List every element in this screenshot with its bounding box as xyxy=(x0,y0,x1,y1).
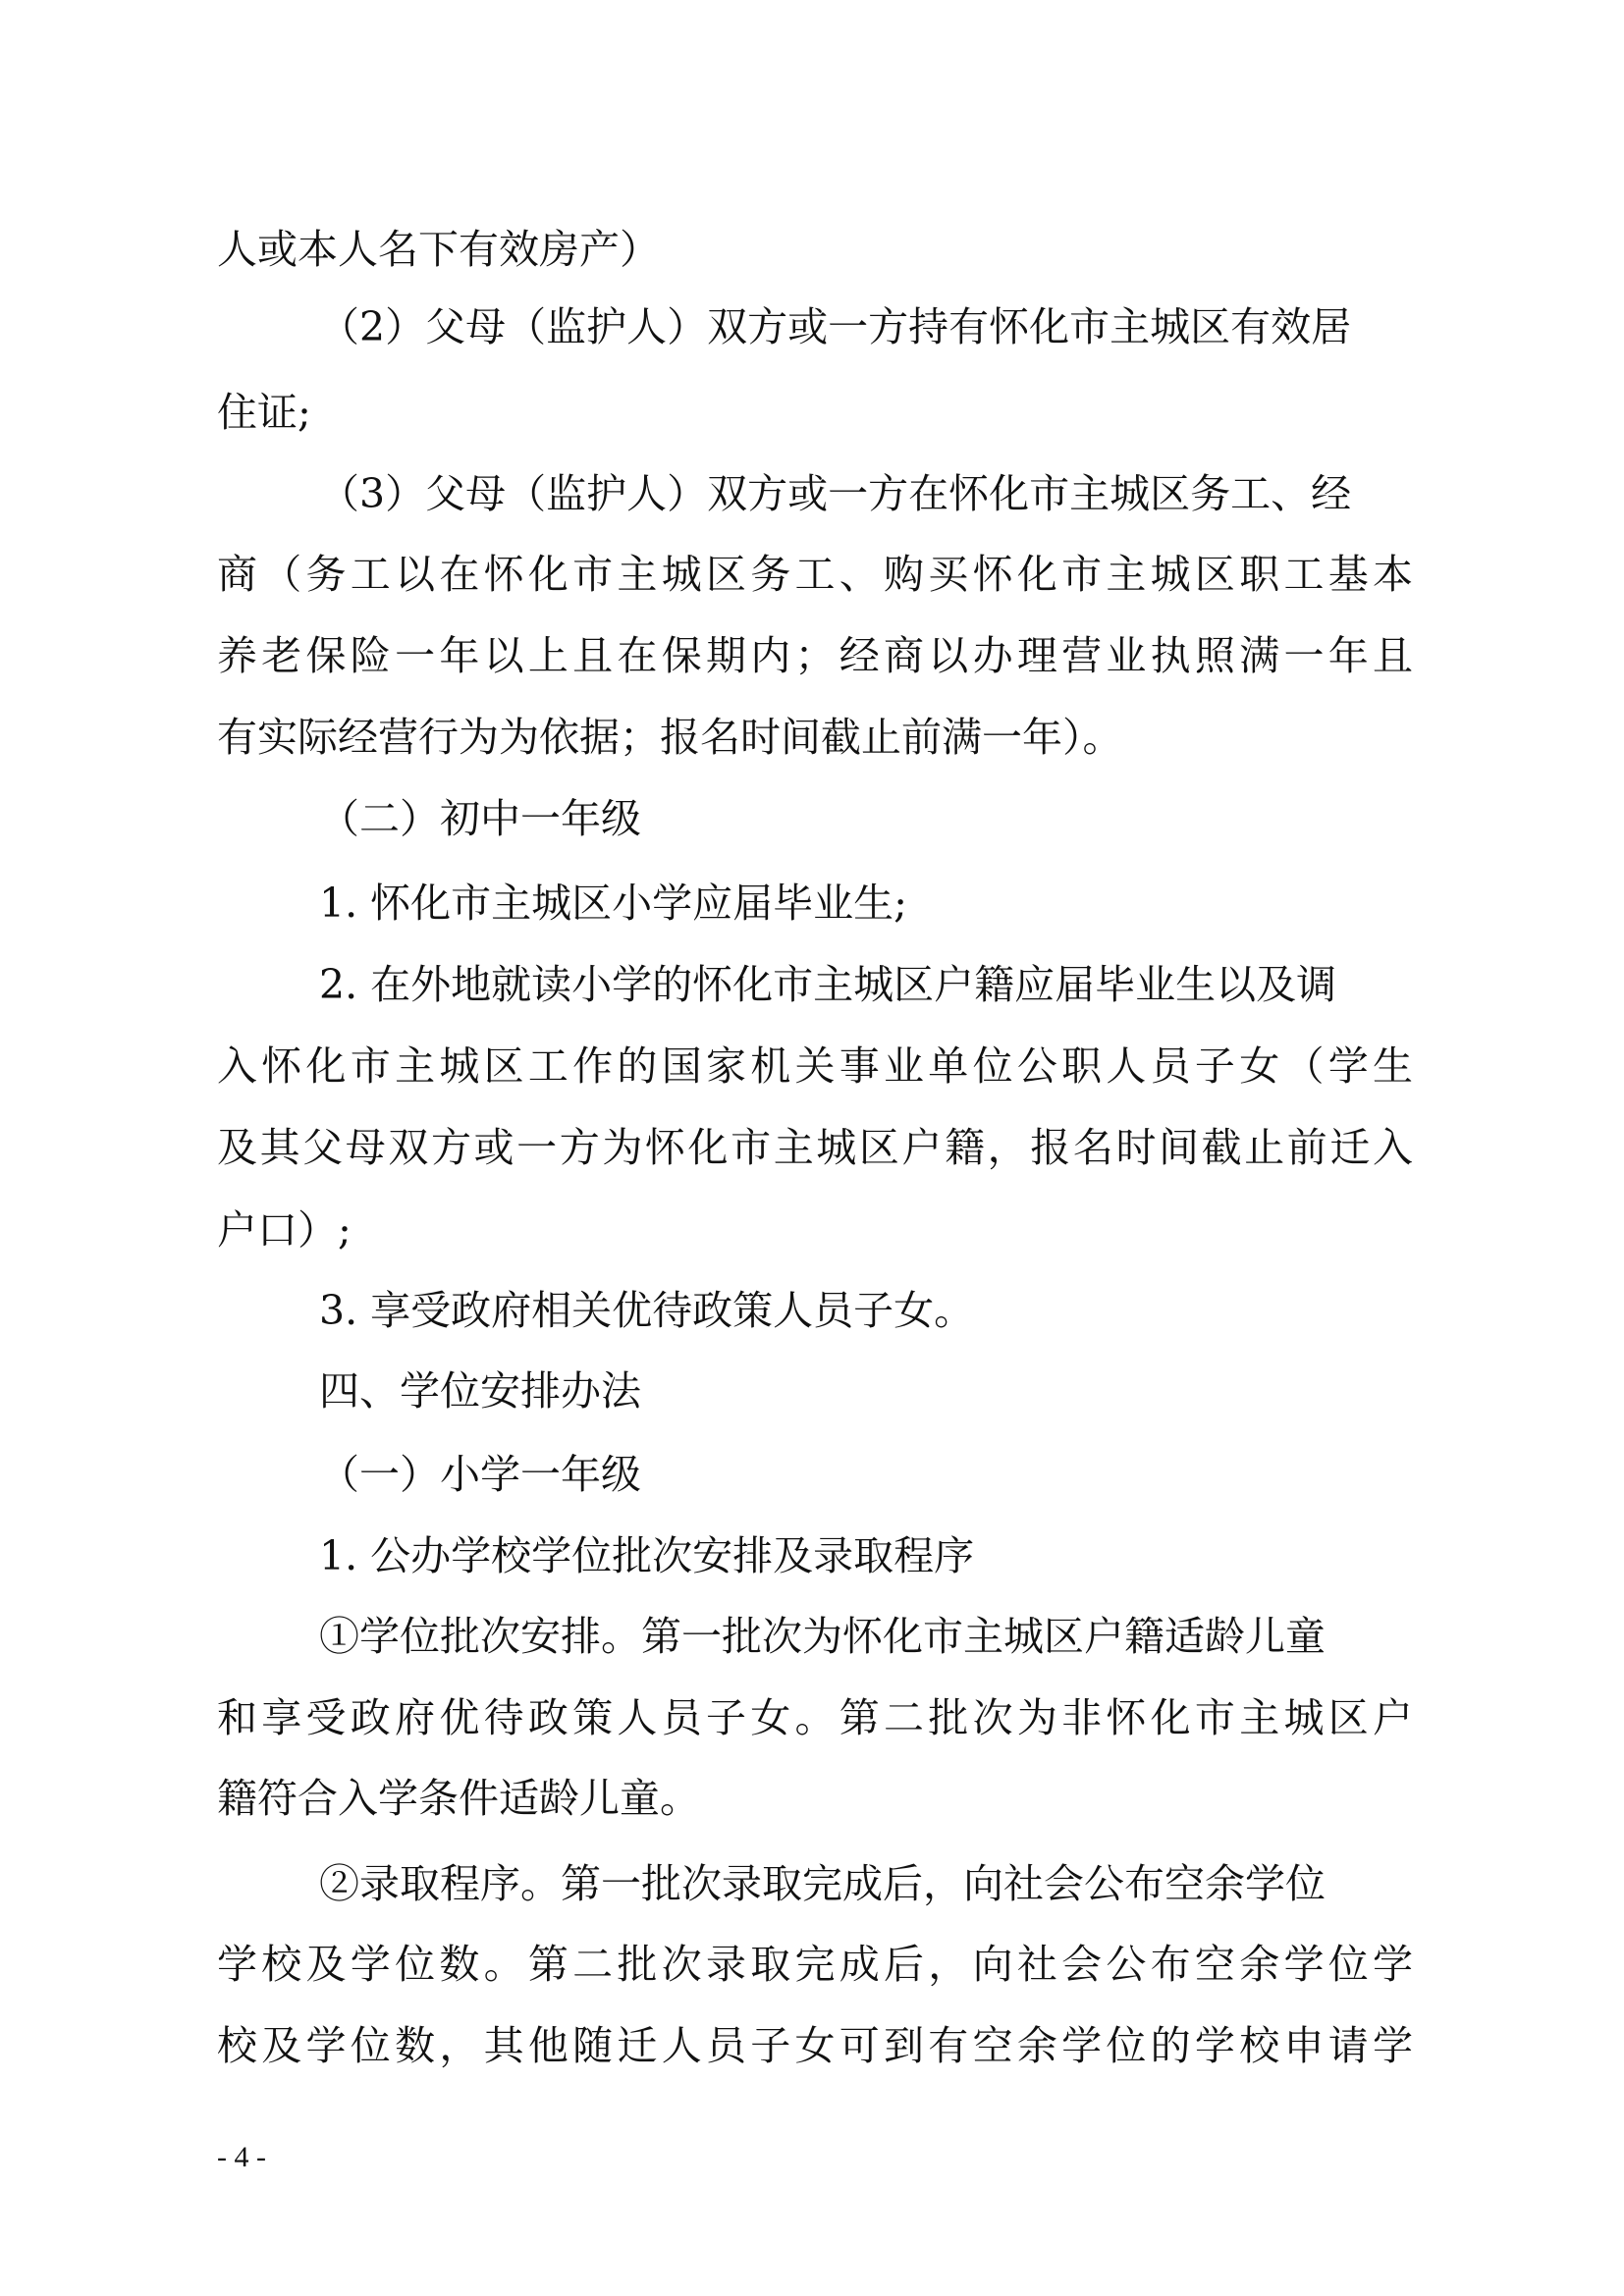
text-line: 商（务工以在怀化市主城区务工、购买怀化市主城区职工基本 xyxy=(217,551,1413,598)
text-line: 住证; xyxy=(217,389,311,436)
text-line: 和享受政府优待政策人员子女。第二批次为非怀化市主城区户 xyxy=(217,1694,1413,1741)
text-line: 入怀化市主城区工作的国家机关事业单位公职人员子女（学生 xyxy=(217,1042,1413,1090)
text-line: 1. 公办学校学位批次安排及录取程序 xyxy=(319,1532,975,1579)
text-line: ②录取程序。第一批次录取完成后，向社会公布空余学位 xyxy=(319,1860,1326,1907)
text-line: （3）父母（监护人）双方或一方在怀化市主城区务工、经 xyxy=(319,470,1352,517)
page-number: - 4 - xyxy=(217,2141,266,2173)
text-line: 1. 怀化市主城区小学应届毕业生; xyxy=(319,880,907,927)
text-line: 及其父母双方或一方为怀化市主城区户籍，报名时间截止前迁入 xyxy=(217,1124,1413,1171)
subsection-heading: （一）小学一年级 xyxy=(319,1451,641,1498)
text-line: 校及学位数，其他随迁人员子女可到有空余学位的学校申请学 xyxy=(217,2022,1413,2069)
text-line: （2）父母（监护人）双方或一方持有怀化市主城区有效居 xyxy=(319,303,1352,350)
text-line: 学校及学位数。第二批次录取完成后，向社会公布空余学位学 xyxy=(217,1941,1413,1988)
text-line: （二）初中一年级 xyxy=(319,795,641,842)
text-line: 有实际经营行为为依据；报名时间截止前满一年）。 xyxy=(217,714,1123,761)
text-line: ①学位批次安排。第一批次为怀化市主城区户籍适龄儿童 xyxy=(319,1613,1326,1660)
text-line: 籍符合入学条件适龄儿童。 xyxy=(217,1775,700,1822)
text-line: 3. 享受政府相关优待政策人员子女。 xyxy=(319,1287,975,1334)
text-line: 2. 在外地就读小学的怀化市主城区户籍应届毕业生以及调 xyxy=(319,961,1337,1008)
text-line: 养老保险一年以上且在保期内；经商以办理营业执照满一年且 xyxy=(217,632,1413,679)
text-line: 户口）; xyxy=(217,1206,352,1254)
section-heading: 四、学位安排办法 xyxy=(319,1367,641,1415)
text-line: 人或本人名下有效房产） xyxy=(217,226,660,273)
